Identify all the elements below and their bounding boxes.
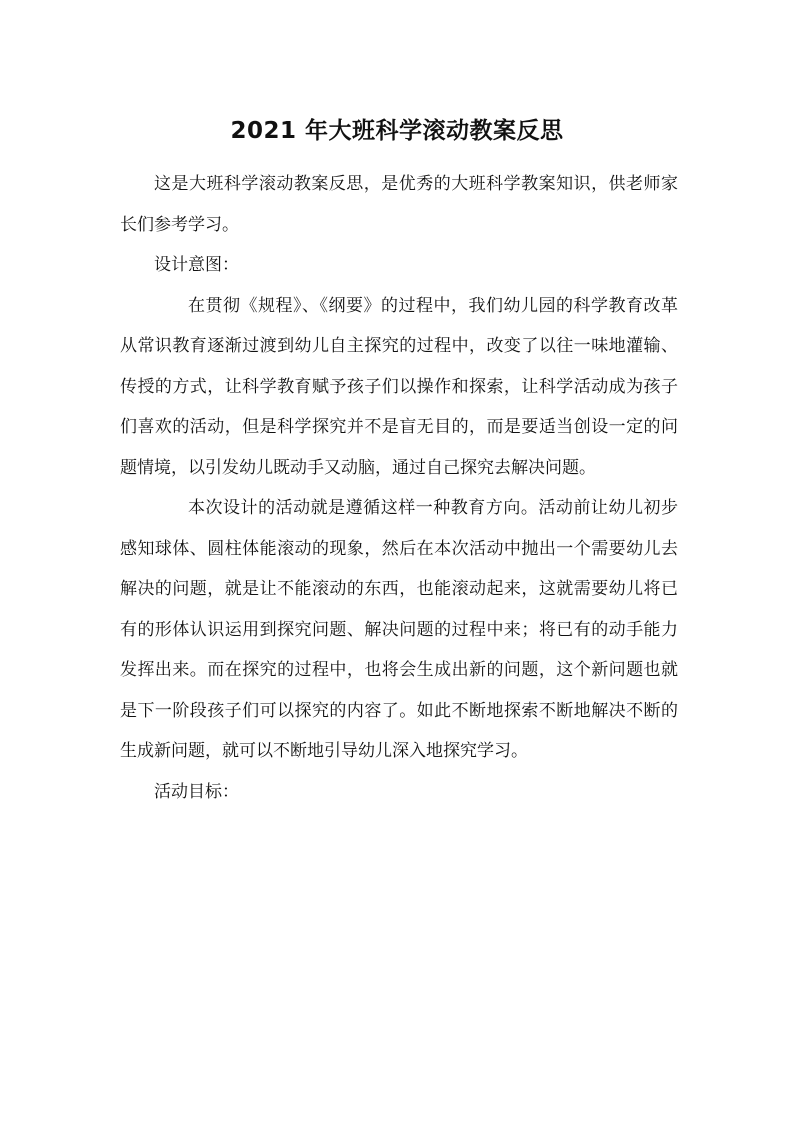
intro-paragraph: 这是大班科学滚动教案反思，是优秀的大班科学教案知识，供老师家长们参考学习。 <box>120 174 678 235</box>
section-heading-design-intent: 设计意图： <box>154 255 239 275</box>
document-body <box>120 164 678 812</box>
design-intent-paragraph-1: 在贯彻《规程》、《纲要》的过程中，我们幼儿园的科学教育改革从常识教育逐渐过渡到幼儿自主探究的过程中，改变了以往一味地灌输、传授的方式，让科学教育赋予孩子们以操作和探索，让科学活动成为孩子们喜欢的活动，但是科学探究并不是盲无目的，而是要适当创设一定的问题情境，以引发幼儿既动手又动脑，通过自己探究去解决问题。 <box>120 295 678 478</box>
section-heading-activity-goals: 活动目标： <box>154 781 239 802</box>
design-intent-paragraph-2: 本次设计的活动就是遵循这样一种教育方向。活动前让幼儿初步感知球体、圆柱体能滚动的现象，然后在本次活动中抛出一个需要幼儿去解决的问题，就是让不能滚动的东西，也能滚动起来，这就需要幼儿将已有的形体认识运用到探究问题、解决问题的过程中来；将已有的动手能力发挥出来。而在探究的过程中，也将会生成出新的问题，这个新问题也就是下一阶段孩子们可以探究的内容了。如此不断地探索不断地解决不断的生成新问题，就可以不断地引导幼儿深入地探究学习。 <box>120 498 678 761</box>
document-title: 2021 年大班科学滚动教案反思 <box>230 118 564 145</box>
